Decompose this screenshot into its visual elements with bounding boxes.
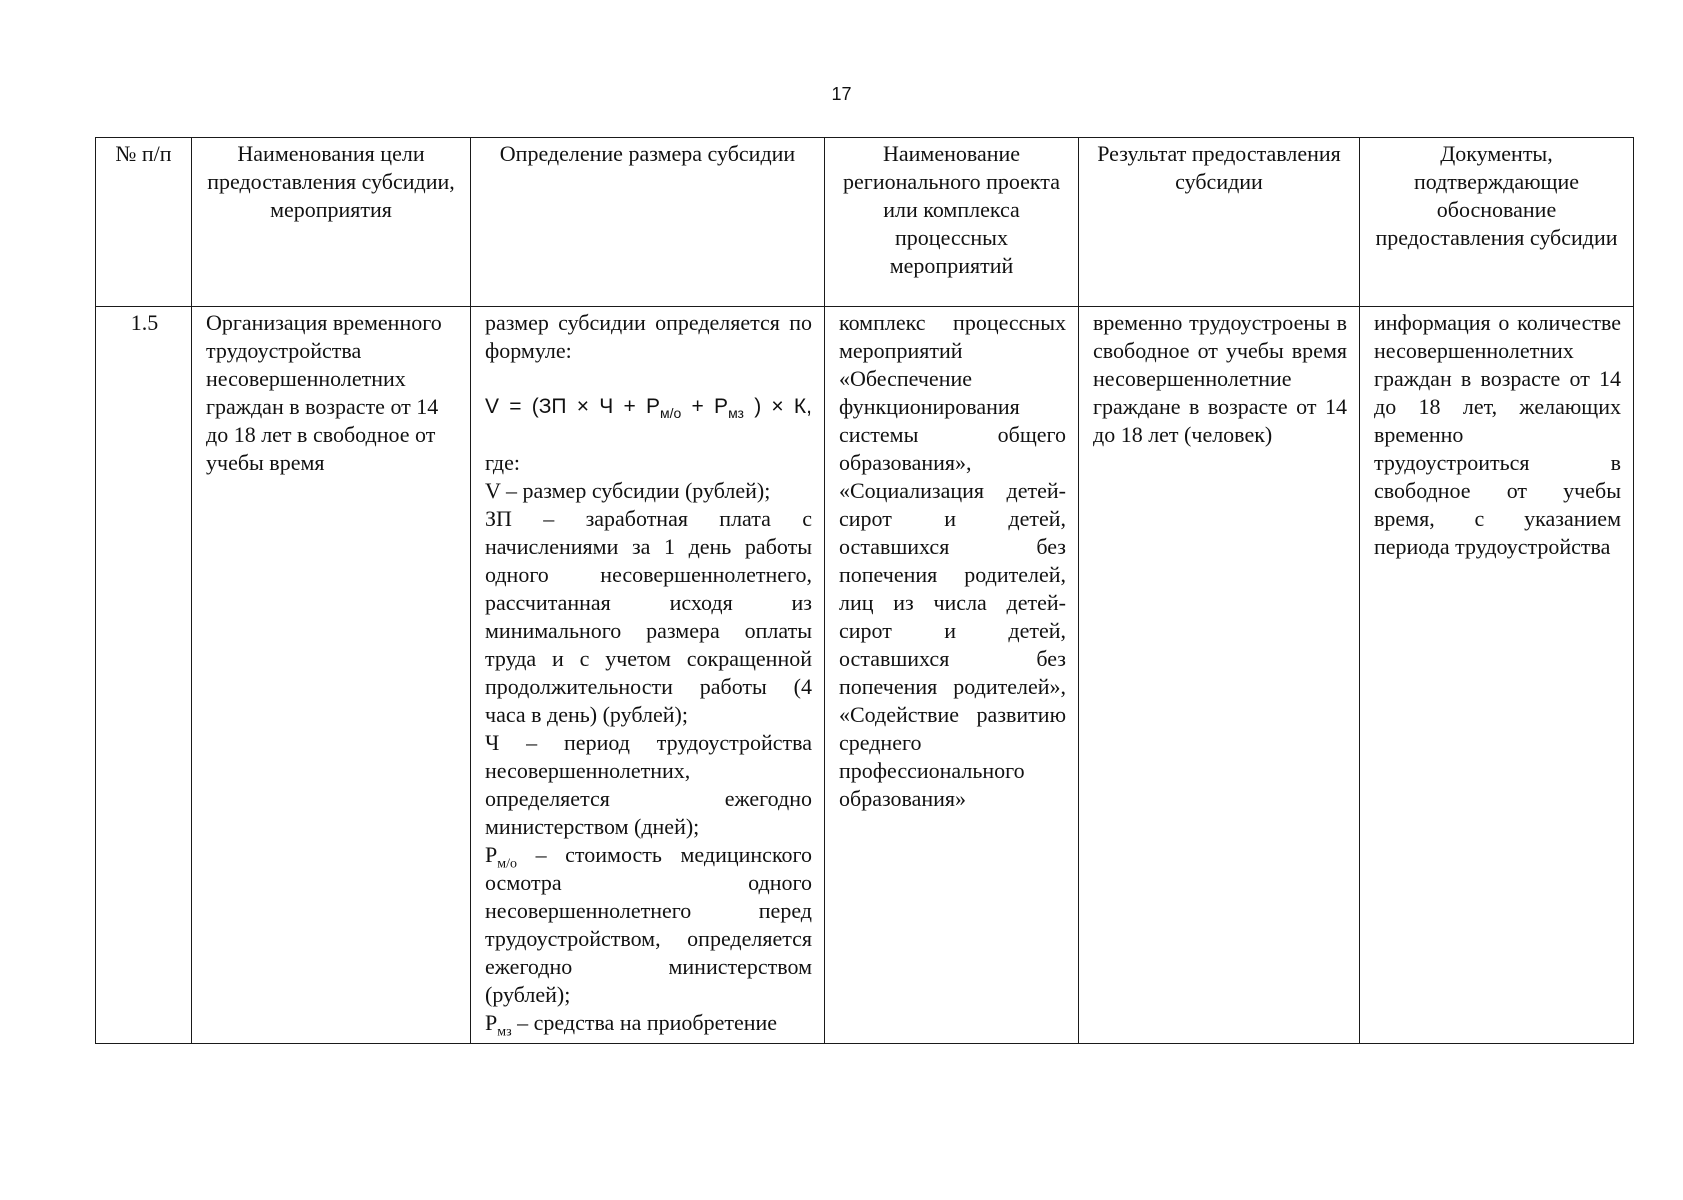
- def-zp: ЗП – заработная плата с начислениями за 1 день работы одного несовершеннолетнего, рассчитанная исходя из минимального размера оплаты труда и с учетом сокращенной продолжительности работы (4 часа в день) (рублей);: [485, 506, 812, 727]
- def-ch: Ч – период трудоустройства несовершеннолетних, определяется ежегодно министерством (дней);: [485, 730, 812, 839]
- cell-goal: Организация временного трудоустройства несовершеннолетних граждан в возрасте от 14 до 18 лет в свободное от учебы время: [192, 307, 471, 1044]
- def-v: V – размер субсидии (рублей);: [485, 478, 771, 503]
- cell-project: комплекс процессных мероприятий «Обеспечение функционирования системы общего образования», «Социализация детей-сирот и детей, оставшихся без попечения родителей, лиц из числа детей-сирот и детей, оставшихся без попечения родителей», «Содействие развитию среднего профессионального образования»: [825, 307, 1079, 1044]
- cell-result: временно трудоустроены в свободное от учебы время несовершеннолетние граждане в возрасте от 14 до 18 лет (человек): [1079, 307, 1360, 1044]
- header-result: Результат предоставления субсидии: [1079, 138, 1360, 307]
- def-rmz: $Р_{мз}$ – средства на приобретение: [485, 1010, 778, 1040]
- cell-size: [471, 307, 825, 1044]
- header-project: Наименование регионального проекта или комплекса процессных мероприятий: [825, 138, 1079, 307]
- cell-documents: информация о количестве несовершеннолетних граждан в возрасте от 14 до 18 лет, желающих временно трудоустроиться в свободное от учебы время, с указанием периода трудоустройства: [1360, 307, 1634, 1044]
- header-documents: Документы, подтверждающие обоснование предоставления субсидии: [1360, 138, 1634, 307]
- cell-number: 1.5: [96, 307, 192, 1044]
- size-formula: $V = (ЗП \times Ч + Р_{м/о} + Р_{мз}$ ) × К,: [485, 395, 812, 422]
- header-goal: Наименования цели предоставления субсидии, мероприятия: [192, 138, 471, 307]
- size-intro: размер субсидии определяется по формуле:: [485, 310, 812, 363]
- table-header-row: [96, 138, 1634, 307]
- subsidy-table: [95, 137, 1634, 1044]
- header-size: Определение размера субсидии: [471, 138, 825, 307]
- page-number: 17: [831, 84, 852, 104]
- table-row: [96, 307, 1634, 1044]
- def-rmo: $Р_{м/о}$ – стоимость медицинского осмотра одного несовершеннолетнего перед трудоустройством, определяется ежегодно министерством (рублей);: [485, 842, 812, 1007]
- header-number: № п/п: [96, 138, 192, 307]
- size-where: где:: [485, 450, 520, 475]
